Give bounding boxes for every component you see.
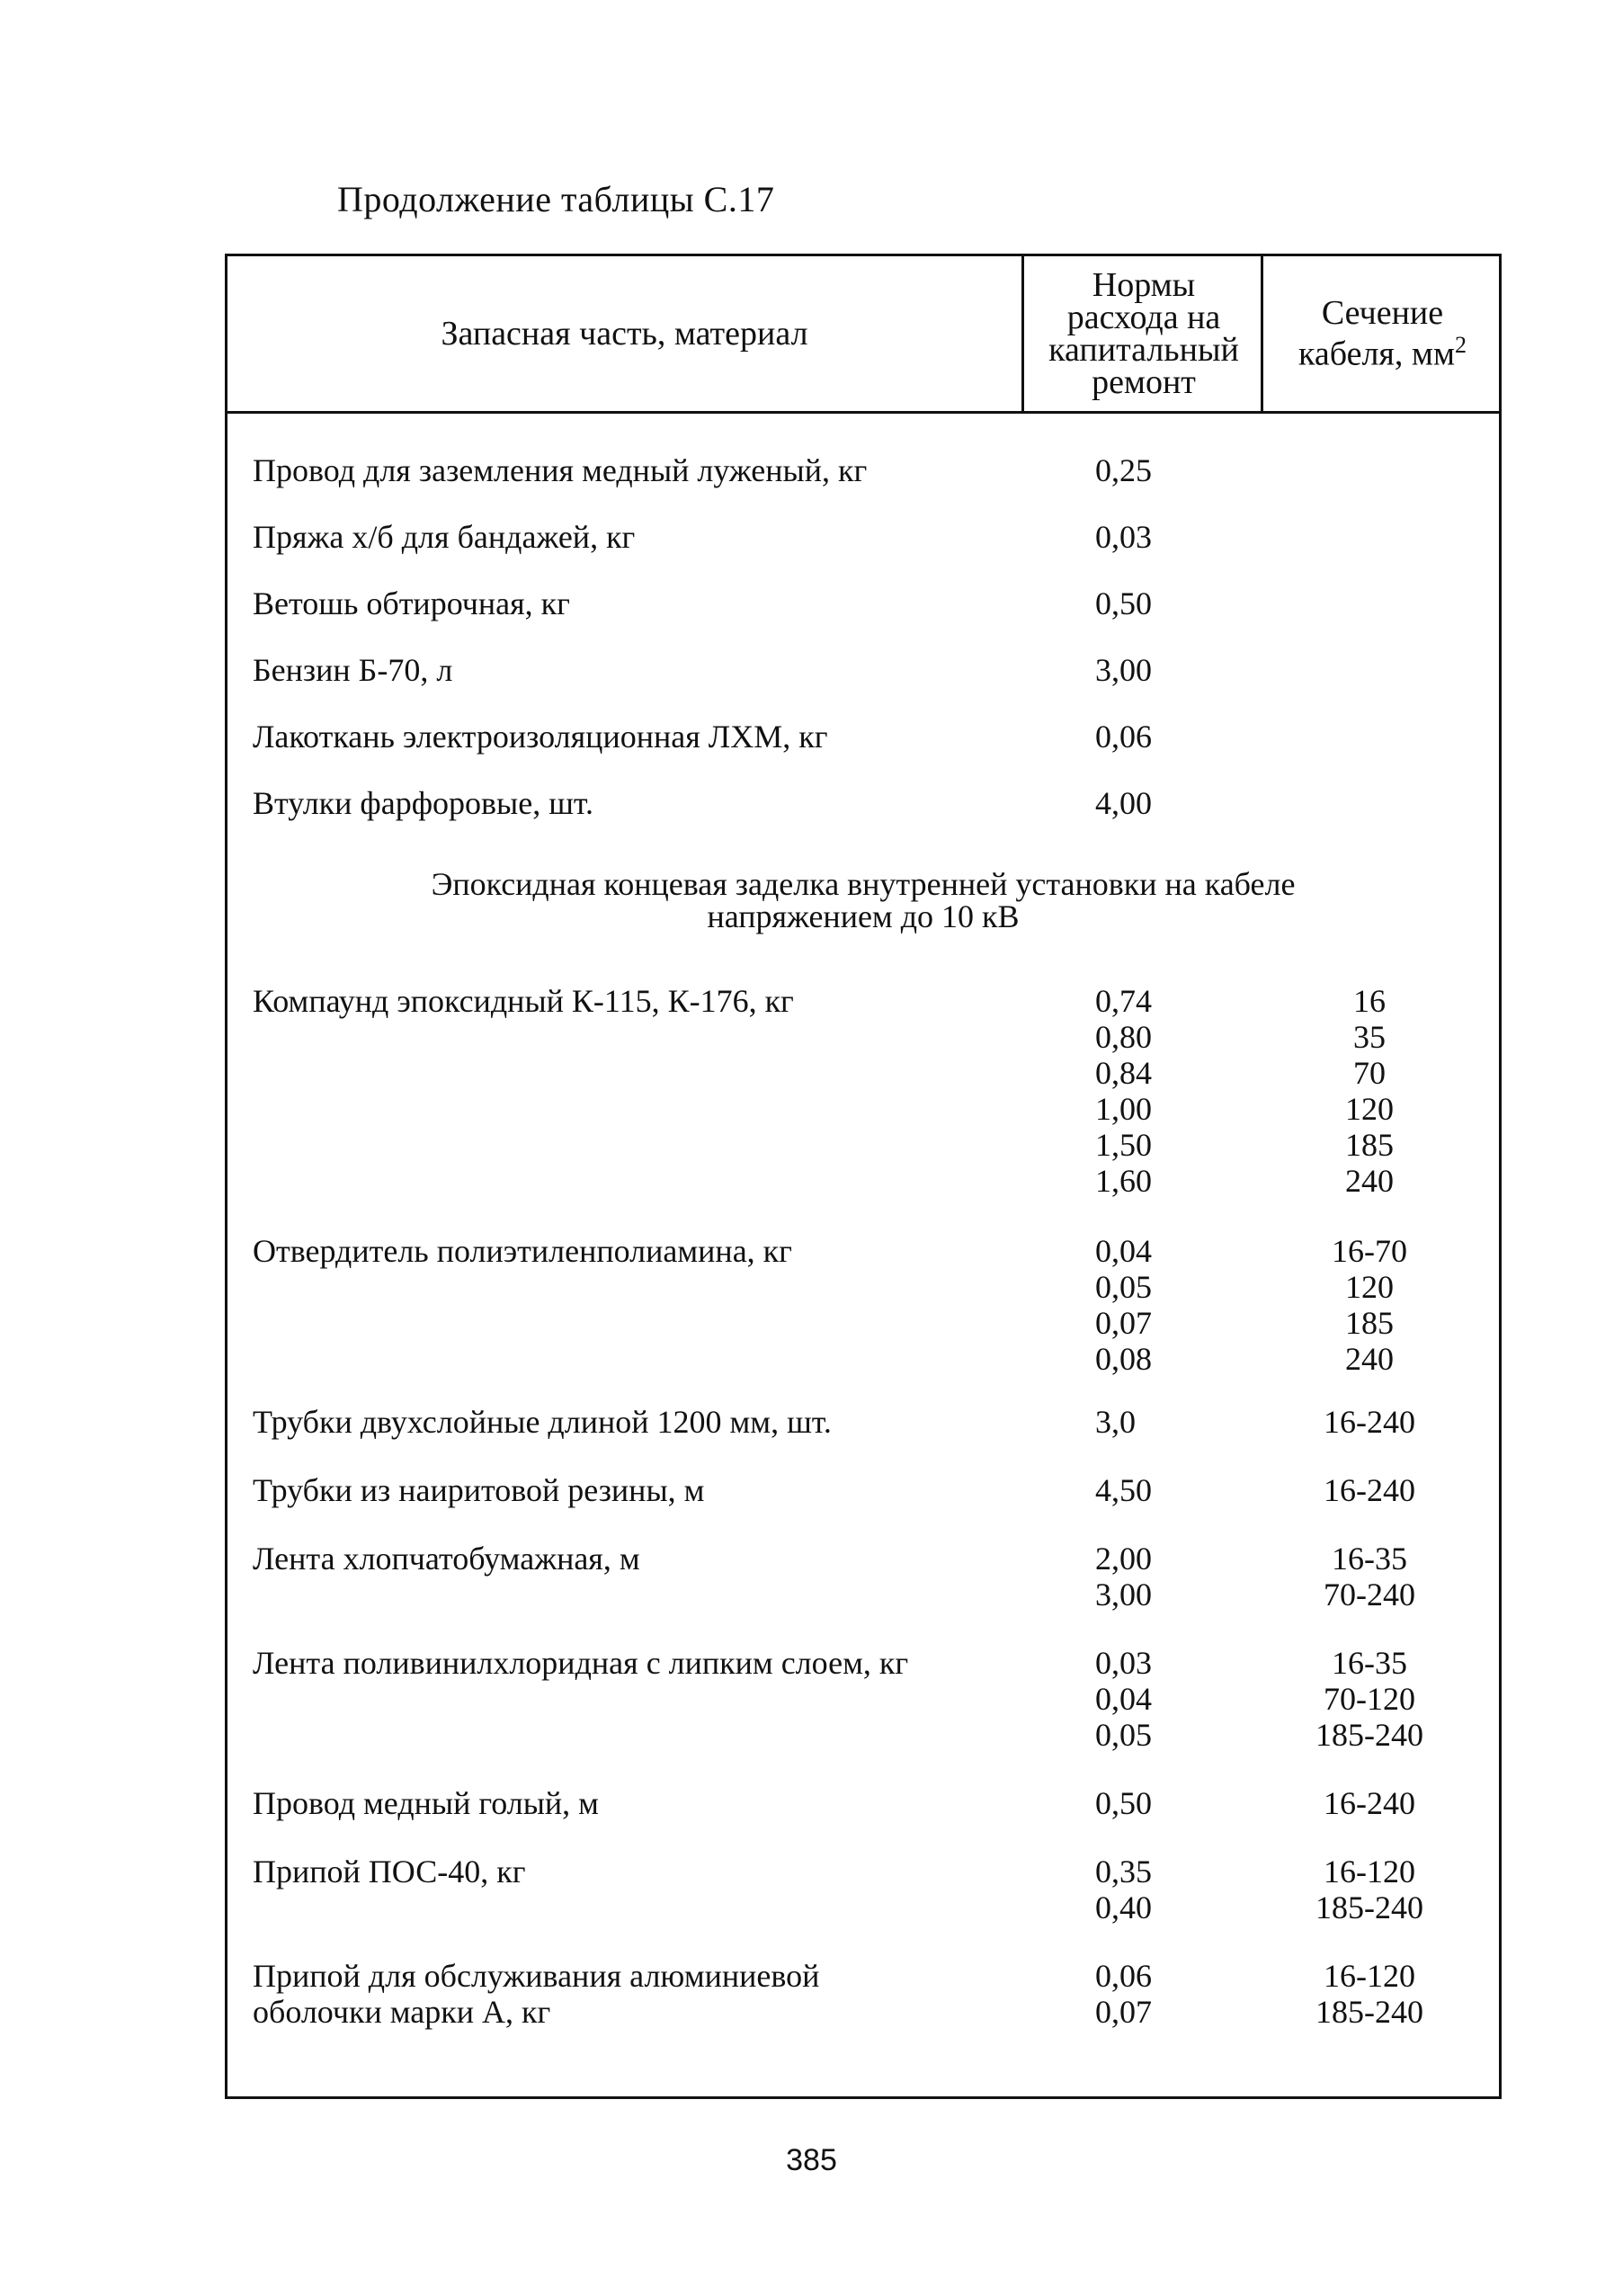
- norm-value: 1,50: [1095, 1127, 1152, 1163]
- row-material-name: Лакоткань электроизоляционная ЛХМ, кг: [253, 719, 828, 755]
- norm-value: 0,50: [1095, 585, 1152, 621]
- row-norms: [1095, 983, 1230, 1199]
- section-value: 70-120: [1324, 1681, 1415, 1717]
- norm-value: 0,04: [1095, 1681, 1152, 1717]
- page-number: 385: [786, 2143, 837, 2177]
- norm-value: 2,00: [1095, 1541, 1152, 1577]
- norm-value: 4,50: [1095, 1472, 1152, 1508]
- row-material-name: Трубки двухслойные длиной 1200 мм, шт.: [253, 1404, 832, 1440]
- row-sections: [1244, 1472, 1495, 1508]
- header-material-label: Запасная часть, материал: [441, 315, 808, 353]
- row-material-name: Пряжа х/б для бандажей, кг: [253, 519, 636, 555]
- section-value: 120: [1345, 1269, 1394, 1305]
- row-norms: [1095, 1785, 1230, 1821]
- row-norms: [1095, 519, 1230, 555]
- norm-value: 0,74: [1095, 983, 1152, 1019]
- header-section-text: Сечение кабеля, мм: [1298, 294, 1455, 373]
- header-norms: [1021, 256, 1263, 411]
- norm-value: 0,06: [1095, 719, 1152, 755]
- header-section-sup: 2: [1455, 332, 1467, 359]
- row-material-name: Бензин Б-70, л: [253, 652, 453, 688]
- norm-value: 0,03: [1095, 1645, 1152, 1681]
- norm-value: 0,50: [1095, 1785, 1152, 1821]
- row-norms: [1095, 785, 1230, 821]
- section-value: 240: [1345, 1163, 1394, 1199]
- norm-value: 0,35: [1095, 1854, 1152, 1890]
- norm-value: 3,0: [1095, 1404, 1136, 1440]
- row-norms: [1095, 1645, 1230, 1753]
- row-sections: [1244, 1404, 1495, 1440]
- section-value: 16-240: [1324, 1785, 1415, 1821]
- row-material-name: Ветошь обтирочная, кг: [253, 585, 570, 621]
- norm-value: 0,06: [1095, 1958, 1152, 1994]
- section-value: 16-240: [1324, 1404, 1415, 1440]
- norm-value: 1,00: [1095, 1091, 1152, 1127]
- norm-value: 3,00: [1095, 1577, 1152, 1613]
- row-sections: [1244, 1233, 1495, 1377]
- row-material-name: Лента хлопчатобумажная, м: [253, 1541, 640, 1577]
- row-norms: [1095, 585, 1230, 621]
- section-value: 35: [1353, 1019, 1386, 1055]
- row-norms: [1095, 1233, 1230, 1377]
- row-norms: [1095, 452, 1230, 488]
- row-norms: [1095, 652, 1230, 688]
- norm-value: 0,80: [1095, 1019, 1152, 1055]
- norm-value: 0,08: [1095, 1341, 1152, 1377]
- norm-value: 0,05: [1095, 1717, 1152, 1753]
- section-value: 120: [1345, 1091, 1394, 1127]
- norm-value: 0,05: [1095, 1269, 1152, 1305]
- section-value: 70: [1353, 1055, 1386, 1091]
- section-value: 70-240: [1324, 1577, 1415, 1613]
- row-sections: [1244, 983, 1495, 1199]
- row-norms: [1095, 1958, 1230, 2030]
- norm-value: 0,04: [1095, 1233, 1152, 1269]
- header-section: [1261, 256, 1502, 411]
- row-material-name: Отвердитель полиэтиленполиамина, кг: [253, 1233, 792, 1269]
- section-value: 16-70: [1332, 1233, 1407, 1269]
- row-material-name: Провод для заземления медный луженый, кг: [253, 452, 868, 488]
- norm-value: 0,25: [1095, 452, 1152, 488]
- norm-value: 0,84: [1095, 1055, 1152, 1091]
- row-material-name: Компаунд эпоксидный К-115, К-176, кг: [253, 983, 794, 1019]
- section-value: 16-120: [1324, 1854, 1415, 1890]
- section-value: 16: [1353, 983, 1386, 1019]
- section-title-text: Эпоксидная концевая заделка внутренней установки на кабеле напряжением до 10 кВ: [431, 866, 1296, 934]
- header-norms-label: Нормы расхода на капитальный ремонт: [1048, 266, 1239, 401]
- row-material-name: Припой ПОС-40, кг: [253, 1854, 526, 1890]
- norm-value: 1,60: [1095, 1163, 1152, 1199]
- row-material-name: Втулки фарфоровые, шт.: [253, 785, 593, 821]
- parts-table: [225, 254, 1502, 2099]
- row-sections: [1244, 1541, 1495, 1613]
- section-value: 185: [1345, 1127, 1394, 1163]
- header-section-label: [1275, 294, 1491, 373]
- section-value: 16-35: [1332, 1541, 1407, 1577]
- row-norms: [1095, 719, 1230, 755]
- row-sections: [1244, 1785, 1495, 1821]
- row-material-name: Лента поливинилхлоридная с липким слоем, кг: [253, 1645, 909, 1681]
- section-value: 185: [1345, 1305, 1394, 1341]
- row-material-name: Провод медный голый, м: [253, 1785, 599, 1821]
- row-norms: [1095, 1541, 1230, 1613]
- table-caption: Продолжение таблицы С.17: [337, 179, 775, 219]
- section-value: 16-35: [1332, 1645, 1407, 1681]
- norm-value: 0,07: [1095, 1305, 1152, 1341]
- norm-value: 0,03: [1095, 519, 1152, 555]
- section-value: 185-240: [1315, 1890, 1423, 1925]
- row-sections: [1244, 1645, 1495, 1753]
- section-value: 16-240: [1324, 1472, 1415, 1508]
- row-norms: [1095, 1854, 1230, 1925]
- section-value: 185-240: [1315, 1717, 1423, 1753]
- section-title: [227, 868, 1499, 933]
- norm-value: 0,40: [1095, 1890, 1152, 1925]
- section-value: 240: [1345, 1341, 1394, 1377]
- norm-value: 3,00: [1095, 652, 1152, 688]
- norm-value: 4,00: [1095, 785, 1152, 821]
- row-sections: [1244, 1854, 1495, 1925]
- table-header: [227, 256, 1499, 414]
- header-material: [227, 256, 1021, 411]
- row-material-name: Трубки из наиритовой резины, м: [253, 1472, 705, 1508]
- row-norms: [1095, 1472, 1230, 1508]
- section-value: 185-240: [1315, 1994, 1423, 2030]
- norm-value: 0,07: [1095, 1994, 1152, 2030]
- section-value: 16-120: [1324, 1958, 1415, 1994]
- row-norms: [1095, 1404, 1230, 1440]
- row-sections: [1244, 1958, 1495, 2030]
- row-material-name: Припой для обслуживания алюминиевой оболочки марки А, кг: [253, 1958, 820, 2030]
